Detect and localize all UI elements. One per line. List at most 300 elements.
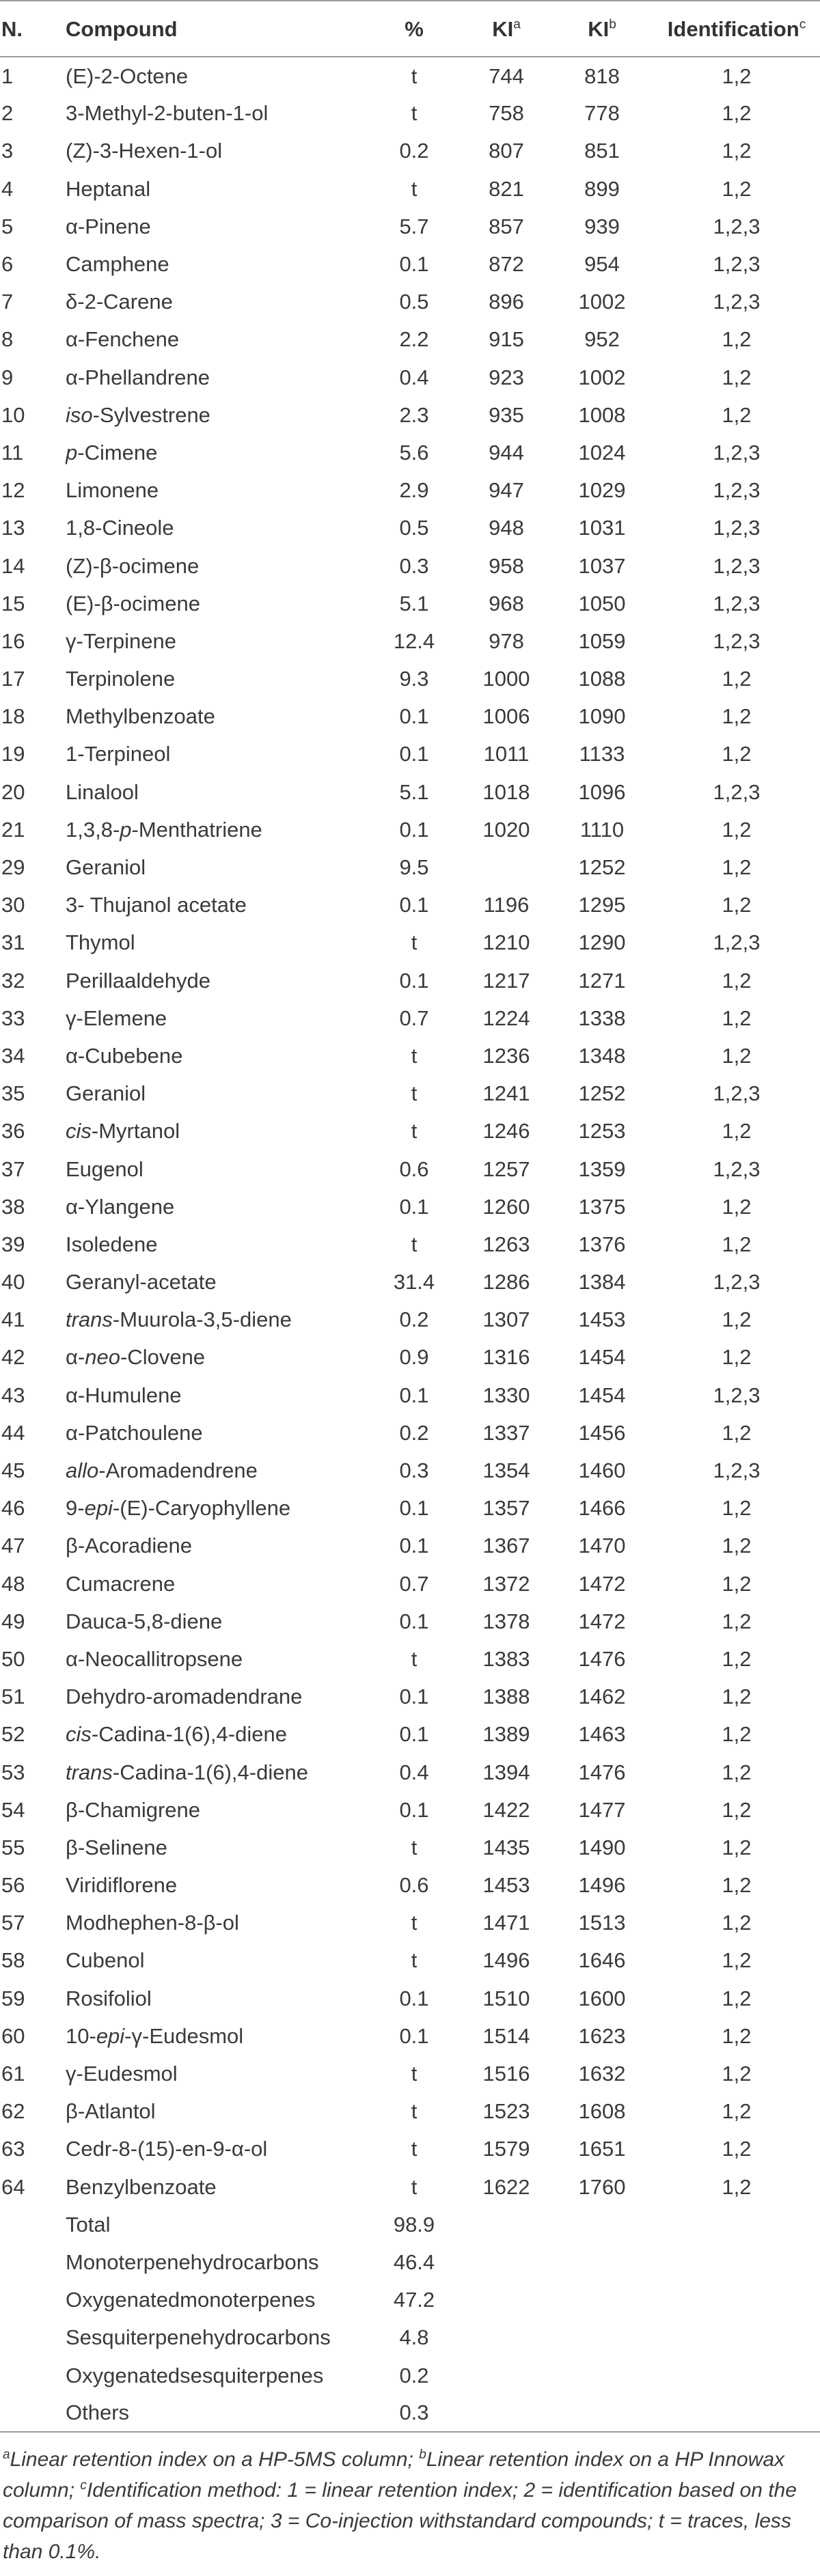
row-identification: 1,2 xyxy=(722,1420,752,1445)
row-compound: Eugenol xyxy=(66,1157,144,1181)
table-body xyxy=(0,57,820,2432)
row-ki-a: 1020 xyxy=(482,817,530,842)
row-ki-b: 1462 xyxy=(578,1685,626,1709)
table-row xyxy=(0,697,820,735)
summary-row xyxy=(0,2281,820,2318)
row-number: 7 xyxy=(1,290,14,314)
row-identification: 1,2 xyxy=(722,1873,752,1898)
row-ki-b: 1002 xyxy=(578,290,626,314)
row-ki-b: 1096 xyxy=(578,779,626,804)
row-ki-b: 1490 xyxy=(578,1835,626,1859)
row-ki-b: 1059 xyxy=(578,628,626,653)
row-ki-a: 1435 xyxy=(482,1835,530,1859)
table-row xyxy=(0,1452,820,1489)
row-identification: 1,2 xyxy=(722,1194,752,1219)
row-percent: t xyxy=(411,1119,418,1144)
row-number: 13 xyxy=(1,516,25,540)
row-percent: 0.9 xyxy=(399,1345,429,1370)
row-compound: Geraniol xyxy=(66,1081,146,1106)
row-ki-b: 1632 xyxy=(578,2062,626,2086)
row-identification: 1,2 xyxy=(722,1119,752,1144)
row-identification: 1,2 xyxy=(722,365,752,389)
row-ki-a: 1260 xyxy=(482,1194,530,1219)
row-ki-a: 958 xyxy=(489,553,524,578)
row-percent: 0.1 xyxy=(399,1534,429,1558)
summary-blank xyxy=(653,2318,820,2356)
row-ki-a: 1422 xyxy=(482,1797,530,1822)
summary-blank xyxy=(551,2243,653,2281)
row-percent: t xyxy=(411,2099,418,2124)
table-row xyxy=(0,434,820,471)
table-row xyxy=(0,2092,820,2130)
row-ki-a: 1471 xyxy=(482,1911,530,1935)
row-number: 59 xyxy=(1,1986,25,2010)
row-percent: t xyxy=(411,1835,418,1859)
table-row xyxy=(0,396,820,434)
table-row xyxy=(0,1075,820,1112)
row-identification: 1,2,3 xyxy=(713,1270,761,1294)
row-ki-b: 1338 xyxy=(578,1006,626,1030)
summary-blank xyxy=(0,2356,66,2394)
row-ki-a: 1006 xyxy=(482,704,530,729)
row-compound: Cubenol xyxy=(66,1948,145,1973)
row-number: 4 xyxy=(1,176,14,201)
row-percent: 12.4 xyxy=(393,628,435,653)
row-ki-a: 1330 xyxy=(482,1383,530,1407)
row-number: 3 xyxy=(1,139,14,163)
row-identification: 1,2,3 xyxy=(713,290,761,314)
summary-blank xyxy=(462,2318,551,2356)
table-row xyxy=(0,1263,820,1301)
row-compound: Heptanal xyxy=(66,176,151,201)
table-row xyxy=(0,132,820,169)
row-ki-a: 1018 xyxy=(482,779,530,804)
row-number: 40 xyxy=(1,1270,25,1294)
row-ki-a: 948 xyxy=(489,516,524,540)
summary-row xyxy=(0,2243,820,2281)
row-number: 61 xyxy=(1,2062,25,2086)
row-ki-a: 744 xyxy=(489,64,524,88)
row-ki-a: 1389 xyxy=(482,1722,530,1747)
row-ki-a: 1011 xyxy=(483,742,530,766)
table-row xyxy=(0,735,820,773)
table-row xyxy=(0,848,820,886)
summary-blank xyxy=(551,2318,653,2356)
row-ki-b: 1646 xyxy=(578,1948,626,1973)
row-ki-b: 778 xyxy=(584,101,620,126)
row-ki-a: 944 xyxy=(489,440,524,465)
row-identification: 1,2 xyxy=(722,817,752,842)
table-row xyxy=(0,1941,820,1979)
row-ki-a: 1496 xyxy=(482,1948,530,1973)
table-footnote xyxy=(3,2444,817,2567)
row-percent: 0.1 xyxy=(399,1685,429,1709)
row-ki-b: 1476 xyxy=(578,1646,626,1671)
row-compound: 1,3,8-p-Menthatriene xyxy=(66,817,262,842)
row-ki-b: 1608 xyxy=(578,2099,626,2124)
table-row xyxy=(0,359,820,396)
row-identification: 1,2 xyxy=(722,2099,752,2124)
row-number: 46 xyxy=(1,1496,25,1521)
row-identification: 1,2 xyxy=(722,2174,752,2199)
footnote-text-c: Identification method: 1 = linear retention index; 2 = identification based on the comparison of mass spectra; 3 = Co-injection withstandard compounds; t = traces, less than 0.1%. xyxy=(3,2479,797,2563)
row-ki-a: 807 xyxy=(489,139,524,163)
row-percent: 0.1 xyxy=(399,1609,429,1633)
row-ki-a: 1516 xyxy=(482,2062,530,2086)
summary-blank xyxy=(653,2281,820,2318)
row-compound: trans-Muurola-3,5-diene xyxy=(66,1307,292,1332)
row-number: 42 xyxy=(1,1345,25,1370)
row-identification: 1,2 xyxy=(722,1307,752,1332)
row-compound: 1,8-Cineole xyxy=(66,516,174,540)
table-row xyxy=(0,622,820,660)
table-row xyxy=(0,1565,820,1603)
row-percent: 0.6 xyxy=(399,1157,429,1181)
row-ki-a: 1378 xyxy=(482,1609,530,1633)
row-ki-b: 1348 xyxy=(578,1043,626,1068)
row-ki-b: 1110 xyxy=(579,817,625,842)
row-ki-a xyxy=(462,848,551,886)
row-compound: (Z)-3-Hexen-1-ol xyxy=(66,139,223,163)
row-percent: 0.1 xyxy=(399,1383,429,1407)
row-identification: 1,2 xyxy=(722,667,752,691)
row-percent: 0.1 xyxy=(399,704,429,729)
row-compound: β-Atlantol xyxy=(66,2099,156,2124)
row-percent: 31.4 xyxy=(393,1270,435,1294)
table-row xyxy=(0,1489,820,1527)
row-number: 31 xyxy=(1,930,25,955)
row-compound: α-Neocallitropsene xyxy=(66,1646,243,1671)
row-ki-a: 758 xyxy=(489,101,524,126)
row-percent: 0.7 xyxy=(399,1571,429,1596)
row-percent: 2.9 xyxy=(399,478,429,503)
row-identification: 1,2 xyxy=(722,1043,752,1068)
row-ki-a: 1337 xyxy=(482,1420,530,1445)
row-ki-b: 1456 xyxy=(578,1420,626,1445)
row-number: 16 xyxy=(1,628,25,653)
row-compound: Terpinolene xyxy=(66,667,176,691)
row-ki-b: 1472 xyxy=(578,1609,626,1633)
row-number: 33 xyxy=(1,1006,25,1030)
row-number: 58 xyxy=(1,1948,25,1973)
row-number: 32 xyxy=(1,968,25,993)
table-row xyxy=(0,1376,820,1414)
row-percent: 0.3 xyxy=(399,1458,429,1483)
table-row xyxy=(0,57,820,94)
row-percent: 0.4 xyxy=(399,1760,429,1784)
summary-row xyxy=(0,2394,820,2432)
row-identification: 1,2 xyxy=(722,1760,752,1784)
row-ki-b: 952 xyxy=(584,327,620,352)
row-percent: t xyxy=(411,1948,418,1973)
table-row xyxy=(0,1678,820,1715)
table-row xyxy=(0,320,820,358)
row-number: 6 xyxy=(1,252,14,277)
footnote-mark-a: a xyxy=(3,2448,10,2462)
row-number: 19 xyxy=(1,742,25,766)
row-ki-b: 1454 xyxy=(578,1345,626,1370)
row-ki-b: 1290 xyxy=(578,930,626,955)
summary-blank xyxy=(0,2206,66,2243)
table-row xyxy=(0,1338,820,1376)
summary-label: Sesquiterpenehydrocarbons xyxy=(66,2325,331,2350)
row-ki-b: 939 xyxy=(584,214,620,238)
row-percent: 0.1 xyxy=(399,968,429,993)
row-identification: 1,2 xyxy=(722,893,752,917)
row-ki-a: 978 xyxy=(489,628,524,653)
row-compound: (Z)-β-ocimene xyxy=(66,553,200,578)
row-percent: 0.6 xyxy=(399,1873,429,1898)
table-row xyxy=(0,1527,820,1564)
summary-label: Others xyxy=(66,2394,366,2432)
row-ki-a: 1523 xyxy=(482,2099,530,2124)
header-ki-a: $KI^a$ xyxy=(462,1,551,57)
footnote-text-b: Linear retention index on a HP Innowax column; xyxy=(3,2448,785,2502)
row-percent: t xyxy=(411,64,418,88)
row-percent: t xyxy=(411,1646,418,1671)
row-ki-a: 1236 xyxy=(482,1043,530,1068)
row-number: 56 xyxy=(1,1873,25,1898)
row-ki-a: 1224 xyxy=(482,1006,530,1030)
row-ki-a: 1388 xyxy=(482,1685,530,1709)
row-ki-a: 1210 xyxy=(482,930,530,955)
table-row xyxy=(0,924,820,961)
row-percent: 0.1 xyxy=(399,2023,429,2048)
row-ki-b: 1029 xyxy=(578,478,626,503)
summary-blank xyxy=(551,2394,653,2432)
row-percent: t xyxy=(411,1911,418,1935)
table-row xyxy=(0,1112,820,1150)
row-ki-b: 1470 xyxy=(578,1534,626,1558)
row-percent: t xyxy=(411,1232,418,1256)
row-identification: 1,2,3 xyxy=(713,591,761,615)
row-percent: 9.3 xyxy=(399,667,429,691)
summary-row xyxy=(0,2318,820,2356)
summary-row xyxy=(0,2206,820,2243)
row-identification: 1,2,3 xyxy=(713,1081,761,1106)
footnote-mark-c: c xyxy=(80,2478,87,2493)
row-ki-b: 1623 xyxy=(578,2023,626,2048)
row-identification: 1,2 xyxy=(722,64,752,88)
table-row xyxy=(0,585,820,622)
row-compound: Viridiflorene xyxy=(66,1873,178,1898)
row-identification: 1,2 xyxy=(722,1948,752,1973)
row-percent: 2.2 xyxy=(399,327,429,352)
row-ki-b: 851 xyxy=(584,139,620,163)
row-percent: 0.5 xyxy=(399,516,429,540)
row-identification: 1,2 xyxy=(722,1986,752,2010)
row-number: 1 xyxy=(1,64,14,88)
footnote-mark-b: b xyxy=(419,2448,426,2462)
row-compound: Thymol xyxy=(66,930,135,955)
row-ki-b: 1090 xyxy=(578,704,626,729)
summary-value: 46.4 xyxy=(393,2249,435,2274)
summary-value: 47.2 xyxy=(393,2288,435,2312)
row-identification: 1,2 xyxy=(722,855,752,880)
table-header-row xyxy=(0,1,820,57)
row-identification: 1,2 xyxy=(722,2023,752,2048)
row-number: 36 xyxy=(1,1119,25,1144)
summary-blank xyxy=(653,2206,820,2243)
row-number: 52 xyxy=(1,1722,25,1747)
row-identification: 1,2 xyxy=(722,1797,752,1822)
row-compound: Benzylbenzoate xyxy=(66,2174,217,2199)
row-compound: Geranyl-acetate xyxy=(66,1270,217,1294)
header-n: N. xyxy=(0,1,66,57)
row-ki-b: 1384 xyxy=(578,1270,626,1294)
row-number: 5 xyxy=(1,214,14,238)
summary-blank xyxy=(462,2281,551,2318)
row-ki-a: 821 xyxy=(489,176,524,201)
row-number: 64 xyxy=(1,2174,25,2199)
row-compound: α-Patchoulene xyxy=(66,1420,203,1445)
row-number: 53 xyxy=(1,1760,25,1784)
row-identification: 1,2 xyxy=(722,327,752,352)
row-ki-b: 1133 xyxy=(579,742,625,766)
row-identification: 1,2 xyxy=(722,1571,752,1596)
row-number: 17 xyxy=(1,667,25,691)
row-ki-b: 1513 xyxy=(578,1911,626,1935)
row-identification: 1,2,3 xyxy=(713,930,761,955)
row-identification: 1,2 xyxy=(722,704,752,729)
row-ki-b: 1253 xyxy=(578,1119,626,1144)
row-number: 43 xyxy=(1,1383,25,1407)
row-number: 18 xyxy=(1,704,25,729)
row-identification: 1,2 xyxy=(722,1006,752,1030)
row-ki-b: 1466 xyxy=(578,1496,626,1521)
row-percent: 0.3 xyxy=(399,553,429,578)
row-ki-a: 1357 xyxy=(482,1496,530,1521)
row-ki-a: 1307 xyxy=(482,1307,530,1332)
row-ki-a: 1286 xyxy=(482,1270,530,1294)
row-ki-b: 1376 xyxy=(578,1232,626,1256)
row-compound: Dehydro-aromadendrane xyxy=(66,1685,303,1709)
row-compound: 10-epi-γ-Eudesmol xyxy=(66,2023,244,2048)
header-percent: % xyxy=(366,1,462,57)
row-identification: 1,2 xyxy=(722,1496,752,1521)
row-identification: 1,2,3 xyxy=(713,214,761,238)
summary-value: 4.8 xyxy=(399,2325,429,2350)
row-compound: Perillaaldehyde xyxy=(66,968,210,993)
row-ki-b: 1476 xyxy=(578,1760,626,1784)
row-number: 63 xyxy=(1,2137,25,2161)
row-ki-a: 1579 xyxy=(482,2137,530,2161)
summary-blank xyxy=(462,2394,551,2432)
row-number: 39 xyxy=(1,1232,25,1256)
row-compound: α-Ylangene xyxy=(66,1194,175,1219)
row-ki-a: 1453 xyxy=(482,1873,530,1898)
table-row xyxy=(0,1904,820,1941)
summary-value: 0.3 xyxy=(366,2394,462,2432)
row-compound: trans-Cadina-1(6),4-diene xyxy=(66,1760,308,1784)
row-percent: t xyxy=(411,1043,418,1068)
row-identification: 1,2,3 xyxy=(713,1157,761,1181)
row-compound: (E)-β-ocimene xyxy=(66,591,200,615)
row-compound: 3-Methyl-2-buten-1-ol xyxy=(66,101,269,126)
table-row xyxy=(0,2055,820,2092)
row-percent: 5.1 xyxy=(399,591,429,615)
row-identification: 1,2 xyxy=(722,1534,752,1558)
summary-blank xyxy=(0,2243,66,2281)
row-compound: Isoledene xyxy=(66,1232,158,1256)
row-ki-a: 1000 xyxy=(482,667,530,691)
table-row xyxy=(0,1715,820,1753)
row-percent: t xyxy=(411,101,418,126)
row-compound: Modhephen-8-β-ol xyxy=(66,1911,239,1935)
row-ki-b: 1463 xyxy=(578,1722,626,1747)
row-number: 2 xyxy=(1,101,14,126)
row-identification: 1,2 xyxy=(722,1345,752,1370)
row-number: 21 xyxy=(1,817,25,842)
row-identification: 1,2 xyxy=(722,1232,752,1256)
row-number: 48 xyxy=(1,1571,25,1596)
table-row xyxy=(0,1414,820,1452)
row-ki-b: 1050 xyxy=(578,591,626,615)
row-ki-b: 1252 xyxy=(578,1081,626,1106)
row-percent: 5.1 xyxy=(399,779,429,804)
row-identification: 1,2,3 xyxy=(713,252,761,277)
summary-blank xyxy=(0,2281,66,2318)
row-percent: 0.1 xyxy=(399,1797,429,1822)
row-percent: 5.6 xyxy=(399,440,429,465)
row-ki-a: 1246 xyxy=(482,1119,530,1144)
row-ki-a: 968 xyxy=(489,591,524,615)
row-compound: p-Cimene xyxy=(66,440,158,465)
summary-value: 98.9 xyxy=(393,2212,435,2236)
row-ki-b: 1295 xyxy=(578,893,626,917)
table-row xyxy=(0,1150,820,1187)
table-row xyxy=(0,2130,820,2168)
row-ki-b: 1359 xyxy=(578,1157,626,1181)
table-row xyxy=(0,1188,820,1225)
row-number: 51 xyxy=(1,1685,25,1709)
row-number: 29 xyxy=(1,855,25,880)
row-number: 14 xyxy=(1,553,25,578)
summary-blank xyxy=(653,2356,820,2394)
row-compound: 3- Thujanol acetate xyxy=(66,893,247,917)
header-ki-b: $KI^b$ xyxy=(551,1,653,57)
summary-row xyxy=(0,2356,820,2394)
summary-blank xyxy=(462,2243,551,2281)
row-ki-a: 1316 xyxy=(482,1345,530,1370)
row-number: 9 xyxy=(1,365,14,389)
row-number: 60 xyxy=(1,2023,25,2048)
row-percent: t xyxy=(411,930,418,955)
table-row xyxy=(0,471,820,509)
summary-label: Total xyxy=(66,2212,111,2236)
row-number: 34 xyxy=(1,1043,25,1068)
row-compound: γ-Elemene xyxy=(66,1006,167,1030)
row-ki-b: 1088 xyxy=(578,667,626,691)
row-percent: 9.5 xyxy=(399,855,429,880)
row-number: 38 xyxy=(1,1194,25,1219)
row-identification: 1,2,3 xyxy=(713,440,761,465)
row-percent: 0.2 xyxy=(399,139,429,163)
row-ki-b: 1375 xyxy=(578,1194,626,1219)
row-ki-a: 1367 xyxy=(482,1534,530,1558)
row-compound: β-Selinene xyxy=(66,1835,167,1859)
row-compound: Dauca-5,8-diene xyxy=(66,1609,223,1633)
row-number: 44 xyxy=(1,1420,25,1445)
row-ki-b: 1252 xyxy=(578,855,626,880)
row-compound: Linalool xyxy=(66,779,139,804)
row-ki-a: 947 xyxy=(489,478,524,503)
row-ki-b: 1760 xyxy=(578,2174,626,2199)
row-percent: 0.1 xyxy=(399,742,429,766)
row-compound: Limonene xyxy=(66,478,159,503)
row-compound: γ-Eudesmol xyxy=(66,2062,178,2086)
row-number: 62 xyxy=(1,2099,25,2124)
